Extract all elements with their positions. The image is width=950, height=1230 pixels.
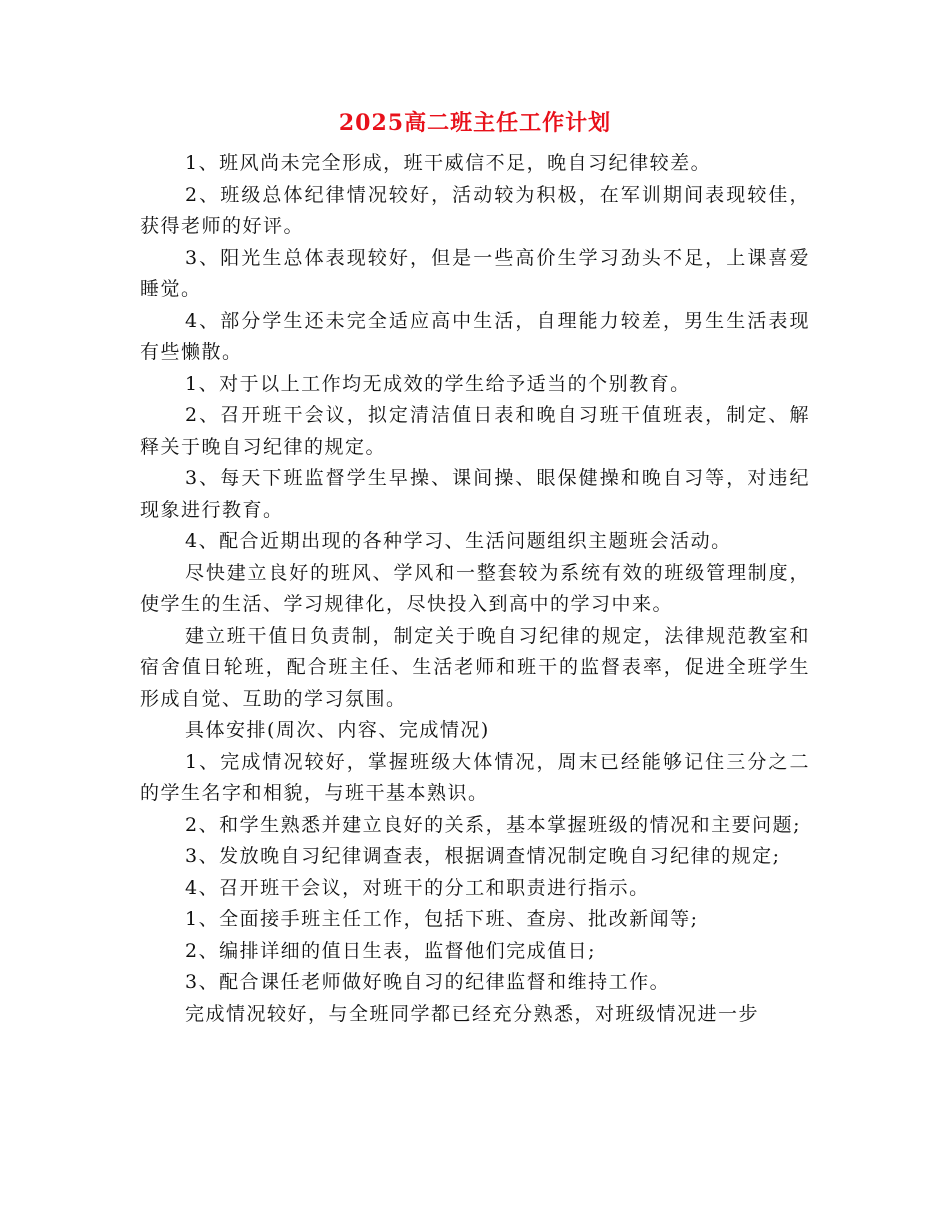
paragraph: 2、和学生熟悉并建立良好的关系，基本掌握班级的情况和主要问题; — [185, 813, 801, 836]
paragraph: 具体安排(周次、内容、完成情况) — [185, 719, 490, 741]
paragraph: 2、班级总体纪律情况较好，活动较为积极，在军训期间表现较佳，获得老师的好评。 — [140, 183, 810, 237]
paragraph: 4、配合近期出现的各种学习、生活问题组织主题班会活动。 — [185, 530, 732, 552]
document-body — [140, 148, 810, 1030]
paragraph: 2、召开班干会议，拟定清洁值日表和晚自习班干值班表，制定、解释关于晚自习纪律的规定。 — [140, 404, 810, 458]
document-title: 2025高二班主任工作计划 — [338, 110, 612, 136]
paragraph: 3、发放晚自习纪律调查表，根据调查情况制定晚自习纪律的规定; — [185, 845, 781, 867]
paragraph: 2、编排详细的值日生表，监督他们完成值日; — [185, 939, 596, 962]
paragraph: 1、完成情况较好，掌握班级大体情况，周末已经能够记住三分之二的学生名字和相貌，与班干基本熟识。 — [140, 750, 810, 804]
paragraph: 尽快建立良好的班风、学风和一整套较为系统有效的班级管理制度，使学生的生活、学习规律化，尽快投入到高中的学习中来。 — [140, 561, 810, 615]
paragraph: 1、班风尚未完全形成，班干威信不足，晚自习纪律较差。 — [185, 152, 712, 174]
paragraph: 4、召开班干会议，对班干的分工和职责进行指示。 — [185, 876, 650, 899]
paragraph: 1、对于以上工作均无成效的学生给予适当的个别教育。 — [185, 372, 691, 395]
paragraph: 3、配合课任老师做好晚自习的纪律监督和维持工作。 — [185, 971, 671, 993]
paragraph: 1、全面接手班主任工作，包括下班、查房、批改新闻等; — [185, 908, 699, 930]
paragraph: 4、部分学生还未完全适应高中生活，自理能力较差，男生生活表现有些懒散。 — [140, 309, 810, 363]
paragraph: 完成情况较好，与全班同学都已经充分熟悉，对班级情况进一步 — [185, 1002, 760, 1025]
paragraph: 3、阳光生总体表现较好，但是一些高价生学习劲头不足，上课喜爱睡觉。 — [140, 246, 810, 300]
paragraph: 3、每天下班监督学生早操、课间操、眼保健操和晚自习等，对违纪现象进行教育。 — [140, 467, 810, 521]
paragraph: 建立班干值日负责制，制定关于晚自习纪律的规定，法律规范教室和宿舍值日轮班，配合班主任、生活老师和班干的监督表率，促进全班学生形成自觉、互助的学习氛围。 — [140, 624, 810, 710]
